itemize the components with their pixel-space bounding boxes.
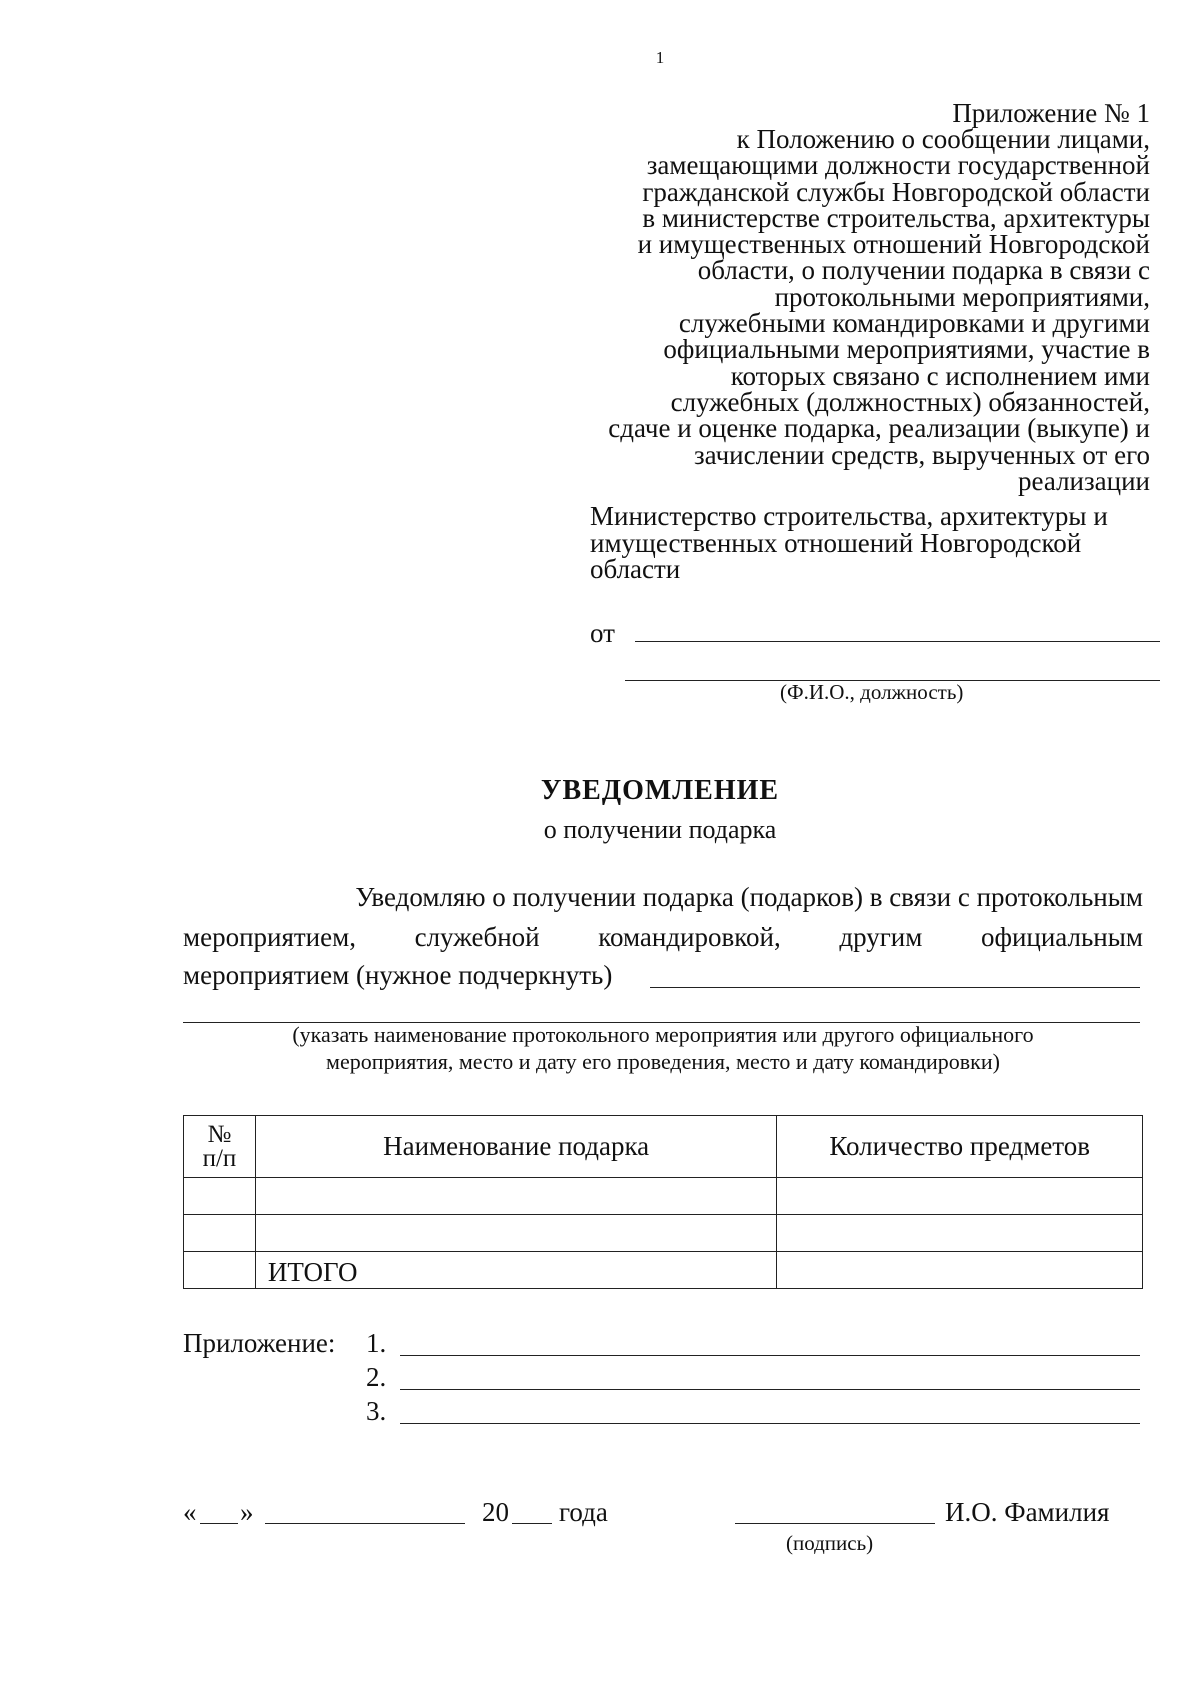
page-number: 1	[655, 48, 665, 67]
signature-line[interactable]	[735, 1523, 935, 1524]
from-field-row	[590, 618, 1160, 648]
gifts-table	[183, 1115, 1143, 1289]
column-header-quantity: Количество предметов	[777, 1116, 1143, 1178]
event-note-line-2: мероприятия, место и дату его проведения, место и дату командировки)	[326, 1049, 1000, 1074]
body-word: другим	[839, 922, 923, 952]
body-line-2	[183, 922, 1143, 953]
table-row	[184, 1215, 1143, 1252]
column-header-number-line2: п/п	[202, 1144, 237, 1172]
body-text: Уведомляю о получении подарка (подарков) в связи с протокольным	[355, 882, 1143, 912]
body-word: официальным	[980, 922, 1143, 952]
table-cell-gift-name[interactable]	[255, 1178, 776, 1215]
appendix-line: зачислении средств, вырученных от его	[694, 439, 1150, 470]
date-quote-close: »	[240, 1497, 254, 1527]
appendix-line: служебными командировками и другими	[678, 308, 1150, 339]
document-subtitle: о получении подарка	[543, 815, 777, 844]
addressee-line: области	[590, 554, 681, 584]
attachments-label: Приложение:	[183, 1328, 336, 1358]
table-total-row	[184, 1252, 1143, 1289]
attachment-line-3[interactable]	[400, 1423, 1140, 1424]
body-word: командировкой,	[598, 922, 781, 952]
from-name-line[interactable]	[635, 641, 1160, 642]
document-title: УВЕДОМЛЕНИЕ	[540, 775, 780, 806]
table-cell-number[interactable]	[184, 1215, 256, 1252]
date-year-prefix: 20	[482, 1497, 509, 1527]
signer-name: И.О. Фамилия	[945, 1497, 1110, 1527]
appendix-title: Приложение № 1	[952, 98, 1150, 128]
appendix-text	[560, 126, 1150, 494]
addressee-line: имущественных отношений Новгородской	[590, 527, 1082, 558]
column-header-gift-name: Наименование подарка	[255, 1116, 776, 1178]
appendix-line: служебных (должностных) обязанностей,	[670, 386, 1150, 417]
appendix-line: реализации	[1018, 465, 1150, 496]
date-quote-open: «	[183, 1497, 197, 1527]
table-cell-total-quantity[interactable]	[777, 1252, 1143, 1289]
date-day-line[interactable]	[200, 1523, 238, 1524]
appendix-line: к Положению о сообщении лицами,	[736, 124, 1150, 154]
date-month-line[interactable]	[265, 1523, 465, 1524]
table-header-row	[184, 1116, 1143, 1178]
body-line-1	[183, 882, 1143, 913]
from-label: от	[590, 618, 615, 648]
table-row	[184, 1178, 1143, 1215]
from-caption: (Ф.И.О., должность)	[780, 680, 964, 704]
attachment-number-1: 1.	[366, 1328, 387, 1358]
signature-caption: (подпись)	[786, 1531, 874, 1555]
appendix-line: протокольными мероприятиями,	[774, 281, 1150, 312]
attachment-line-1[interactable]	[400, 1355, 1140, 1356]
column-header-number	[184, 1116, 256, 1178]
addressee-line: Министерство строительства, архитектуры и	[590, 501, 1108, 531]
attachment-number-2: 2.	[366, 1362, 387, 1392]
event-note-line-1: (указать наименование протокольного мероприятия или другого официального	[292, 1022, 1034, 1047]
body-word: служебной	[414, 922, 540, 952]
appendix-line: в министерстве строительства, архитектуры	[642, 202, 1150, 233]
body-text: мероприятием (нужное подчеркнуть)	[183, 960, 613, 990]
appendix-line: гражданской службы Новгородской области	[642, 176, 1150, 207]
table-cell-quantity[interactable]	[777, 1215, 1143, 1252]
appendix-header	[560, 100, 1150, 494]
appendix-line: которых связано с исполнением ими	[730, 360, 1150, 391]
event-fill-line[interactable]	[650, 987, 1140, 988]
table-cell-quantity[interactable]	[777, 1178, 1143, 1215]
appendix-line: и имущественных отношений Новгородской	[637, 229, 1150, 260]
attachment-line-2[interactable]	[400, 1389, 1140, 1390]
table-cell-number	[184, 1252, 256, 1289]
addressee-block	[590, 503, 1150, 583]
appendix-line: сдаче и оценке подарка, реализации (выкупе) и	[608, 413, 1150, 444]
column-header-number-line1: №	[207, 1120, 232, 1148]
appendix-line: замещающими должности государственной	[646, 150, 1150, 181]
date-year-suffix: года	[559, 1497, 608, 1527]
table-total-label: ИТОГО	[255, 1252, 776, 1289]
attachment-number-3: 3.	[366, 1396, 387, 1426]
body-word: мероприятием,	[183, 922, 356, 952]
table-cell-number[interactable]	[184, 1178, 256, 1215]
appendix-line: области, о получении подарка в связи с	[697, 255, 1150, 286]
appendix-line: официальными мероприятиями, участие в	[663, 334, 1150, 365]
date-year-line[interactable]	[512, 1523, 552, 1524]
table-cell-gift-name[interactable]	[255, 1215, 776, 1252]
